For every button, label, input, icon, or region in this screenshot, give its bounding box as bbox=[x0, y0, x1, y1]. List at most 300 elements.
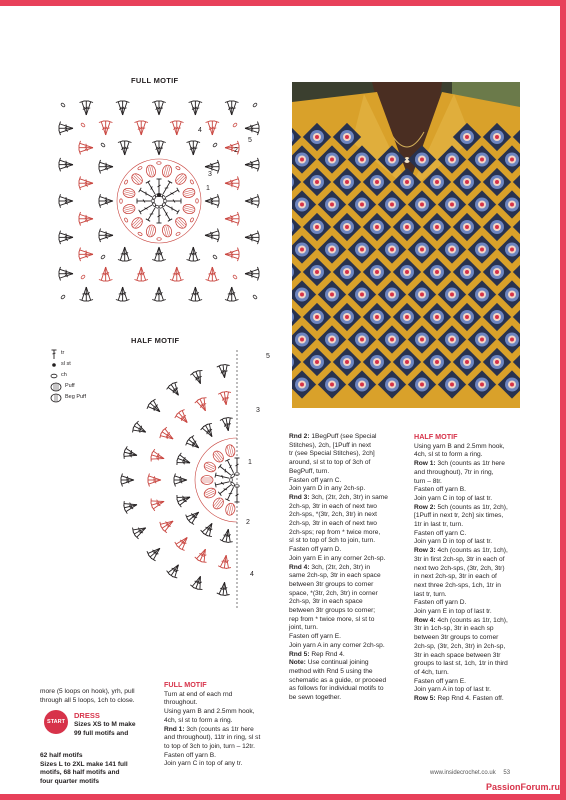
treble-stitch-slash bbox=[154, 407, 155, 411]
step-label: Rnd 4: bbox=[289, 563, 310, 571]
text-line: Fasten off yarn B. bbox=[414, 486, 466, 494]
motif-centre bbox=[390, 203, 394, 207]
step-text: 3ch, (2tr, 2ch, 3tr) in same bbox=[309, 493, 388, 501]
treble-stitch-slash bbox=[106, 163, 107, 166]
round-number: 5 bbox=[266, 353, 270, 360]
motif-centre bbox=[390, 338, 394, 342]
puff-stitch-line bbox=[217, 451, 223, 459]
motif-centre bbox=[480, 338, 484, 342]
step-label: Row 1: bbox=[414, 460, 436, 468]
motif-centre bbox=[510, 203, 514, 207]
chain-stitch bbox=[196, 199, 199, 203]
step-text: Use continual joining bbox=[305, 659, 369, 667]
motif-centre bbox=[510, 338, 514, 342]
treble-stitch-slash bbox=[157, 455, 158, 458]
treble-stitch-slash bbox=[119, 293, 122, 294]
text-line: tr (see Special Stitches), 2ch] bbox=[289, 450, 375, 458]
motif-centre bbox=[315, 180, 319, 184]
text-line: between 3tr groups to corner bbox=[289, 580, 374, 588]
motif-centre bbox=[420, 248, 424, 252]
motif-centre bbox=[300, 248, 304, 252]
step-text: 5ch (counts as 1tr, 2ch), bbox=[435, 503, 508, 511]
chain-stitch bbox=[190, 179, 194, 184]
text-line: joint, turn. bbox=[289, 624, 318, 632]
chain-stitch bbox=[157, 162, 161, 165]
text-line: turn – 8tr. bbox=[414, 477, 442, 485]
text-line: 2ch-sp, 3tr in each of next two bbox=[289, 502, 377, 510]
treble-stitch-top bbox=[167, 571, 170, 575]
treble-stitch-slash bbox=[175, 570, 178, 571]
text-line: and throughout), 7tr in ring, bbox=[414, 468, 494, 476]
treble-stitch-slash bbox=[228, 293, 231, 294]
slip-stitch bbox=[157, 193, 161, 197]
chain-stitch bbox=[157, 238, 161, 241]
treble-stitch-slash bbox=[213, 128, 216, 129]
treble-stitch-slash bbox=[66, 161, 67, 164]
text-line: Fasten off yarn B. bbox=[164, 751, 216, 759]
motif-centre bbox=[390, 158, 394, 162]
step-text: 3ch (counts as 1tr here bbox=[435, 460, 505, 468]
motif-centre bbox=[435, 180, 439, 184]
motif-centre bbox=[375, 180, 379, 184]
puff-stitch-line bbox=[205, 491, 214, 495]
motif-centre bbox=[375, 360, 379, 364]
chain-stitch bbox=[152, 195, 157, 200]
step-text: Rep Rnd 4. bbox=[309, 650, 345, 658]
motif-centre bbox=[435, 225, 439, 229]
text-line: 2ch-sps; rep from * twice more, bbox=[289, 528, 381, 536]
motif-centre bbox=[510, 383, 514, 387]
treble-stitch-top bbox=[160, 522, 161, 527]
text-line: space, *(3tr, 2ch, 3tr) in corner bbox=[289, 589, 378, 597]
motif-centre bbox=[465, 270, 469, 274]
text-line: as follows for individual motifs to bbox=[289, 685, 384, 693]
text-line: motifs, 68 half motifs and bbox=[40, 769, 120, 777]
motif-centre bbox=[510, 248, 514, 252]
text-line: Using yarn B and 2.5mm hook, bbox=[414, 442, 505, 450]
motif-centre bbox=[300, 203, 304, 207]
motif-centre bbox=[390, 293, 394, 297]
motif-centre bbox=[465, 315, 469, 319]
chain-stitch bbox=[124, 180, 128, 185]
text-line: Join yarn A in top of last tr. bbox=[414, 686, 491, 694]
motif-centre bbox=[420, 293, 424, 297]
chain-stitch bbox=[81, 123, 86, 128]
treble-stitch-slash bbox=[192, 444, 193, 448]
step-label: Row 4: bbox=[414, 616, 436, 624]
text-line: Join yarn E in any corner 2ch-sp. bbox=[289, 554, 386, 562]
text-line: in next 2ch-sp, 3tr in each of bbox=[414, 573, 497, 581]
text-line: be sewn together. bbox=[289, 694, 342, 702]
motif-centre bbox=[345, 270, 349, 274]
motif-centre bbox=[315, 135, 319, 139]
treble-stitch-slash bbox=[220, 588, 224, 589]
treble-stitch-slash bbox=[251, 201, 252, 204]
text-line: Turn at end of each rnd bbox=[164, 690, 233, 698]
treble-stitch-slash bbox=[121, 253, 124, 254]
motif-centre bbox=[420, 203, 424, 207]
text-line: Using yarn B and 2.5mm hook, bbox=[164, 708, 255, 716]
chain-stitch bbox=[101, 255, 106, 260]
step-label: Rnd 3: bbox=[289, 493, 310, 501]
treble-stitch-slash bbox=[173, 273, 176, 274]
text-line bbox=[289, 433, 409, 442]
motif-centre bbox=[345, 225, 349, 229]
motif-centre bbox=[405, 180, 409, 184]
chain-stitch bbox=[213, 255, 218, 260]
step-text: 3ch (counts as 1tr here bbox=[184, 725, 254, 733]
motif-centre bbox=[315, 225, 319, 229]
legend-label: ch bbox=[61, 372, 67, 378]
puff-stitch-line bbox=[229, 446, 231, 456]
full-motif-heading: FULL MOTIF bbox=[164, 680, 207, 689]
round-2-outline bbox=[117, 159, 201, 243]
treble-stitch-slash bbox=[86, 179, 87, 182]
motif-centre bbox=[360, 158, 364, 162]
legend-label: Puff bbox=[65, 383, 75, 389]
treble-stitch-slash bbox=[86, 215, 87, 218]
motif-centre bbox=[450, 248, 454, 252]
chain-stitch bbox=[233, 123, 238, 128]
treble-stitch-slash bbox=[66, 197, 67, 200]
motif-centre bbox=[510, 293, 514, 297]
motif-centre bbox=[300, 383, 304, 387]
motif-centre bbox=[480, 293, 484, 297]
puff-stitch-line bbox=[205, 489, 214, 493]
legend-row bbox=[50, 370, 86, 381]
text-line bbox=[414, 460, 534, 469]
treble-stitch-slash bbox=[106, 128, 109, 129]
dress-photo bbox=[292, 82, 520, 408]
half-motif-heading: HALF MOTIF bbox=[414, 432, 458, 441]
motif-centre bbox=[450, 203, 454, 207]
motif-centre bbox=[465, 135, 469, 139]
chain-stitch bbox=[213, 143, 218, 148]
page-border-right bbox=[560, 0, 566, 800]
motif-centre bbox=[330, 203, 334, 207]
motif-centre bbox=[510, 158, 514, 162]
text-line: Fasten off yarn D. bbox=[289, 546, 342, 554]
text-line: 3tr in first 2ch-sp, 3tr in each of bbox=[414, 555, 505, 563]
motif-centre bbox=[345, 315, 349, 319]
text-line: groups to last st, 1ch, 1tr in third bbox=[414, 660, 508, 668]
text-line: between 3tr groups to corner; bbox=[289, 607, 376, 615]
motif-centre bbox=[345, 360, 349, 364]
motif-centre bbox=[480, 383, 484, 387]
motif-centre bbox=[390, 383, 394, 387]
column-4-text bbox=[414, 433, 534, 704]
text-line: more (5 loops on hook), yrh, pull bbox=[40, 688, 135, 695]
page-border-bottom bbox=[0, 794, 566, 800]
motif-centre bbox=[495, 360, 499, 364]
puff-stitch-line bbox=[217, 501, 223, 509]
treble-stitch-slash bbox=[125, 148, 128, 149]
treble-stitch-slash bbox=[82, 293, 85, 294]
text-line: same 2ch-sp, 3tr in each space bbox=[289, 572, 381, 580]
treble-stitch-slash bbox=[66, 270, 67, 273]
text-line: sl st to top of 3ch to join, turn. bbox=[289, 537, 376, 545]
treble-stitch-slash bbox=[177, 128, 180, 129]
motif-centre bbox=[420, 383, 424, 387]
motif-centre bbox=[330, 338, 334, 342]
chain-stitch bbox=[124, 218, 128, 223]
text-line: rep from * twice more, sl st to bbox=[289, 615, 375, 623]
motif-centre bbox=[405, 225, 409, 229]
text-line bbox=[414, 547, 534, 556]
treble-stitch-slash bbox=[251, 238, 252, 241]
treble-stitch-top bbox=[226, 392, 231, 393]
treble-stitch-slash bbox=[211, 236, 212, 239]
legend-row bbox=[50, 392, 86, 403]
motif-centre bbox=[435, 270, 439, 274]
treble-stitch-slash bbox=[106, 231, 107, 234]
text-line: around, sl st to top of 3ch of bbox=[289, 459, 371, 467]
motif-centre bbox=[495, 135, 499, 139]
motif-centre bbox=[375, 315, 379, 319]
text-line bbox=[289, 651, 409, 660]
text-line: four quarter motifs bbox=[40, 778, 99, 786]
treble-stitch-slash bbox=[141, 426, 142, 430]
motif-centre bbox=[495, 180, 499, 184]
round-number: 1 bbox=[248, 459, 252, 466]
treble-stitch-slash bbox=[251, 129, 252, 132]
treble-stitch-slash bbox=[191, 293, 194, 294]
text-line bbox=[289, 564, 409, 573]
treble-stitch-top bbox=[152, 449, 155, 453]
round-number: 2 bbox=[234, 147, 238, 154]
step-label: Rnd 5: bbox=[289, 650, 310, 658]
step-label: Note: bbox=[289, 659, 306, 667]
treble-stitch-top bbox=[202, 398, 207, 399]
treble-stitch-slash bbox=[123, 108, 126, 109]
stitch-legend bbox=[50, 348, 86, 403]
treble-stitch-slash bbox=[201, 404, 202, 408]
chain-stitch bbox=[61, 295, 66, 300]
text-line: Join yarn A in any corner 2ch-sp. bbox=[289, 641, 385, 649]
chain-stitch bbox=[137, 166, 142, 170]
text-line: next two 2ch-sps, (3tr, 2ch, 3tr) bbox=[414, 564, 505, 572]
text-line: last tr, turn. bbox=[414, 590, 447, 598]
step-label: Rnd 2: bbox=[289, 433, 310, 440]
treble-stitch-slash bbox=[155, 253, 158, 254]
motif-centre bbox=[300, 158, 304, 162]
text-line: 2ch-sp, 3tr in each of next two bbox=[289, 520, 377, 528]
text-line: 3tr in each space between 3tr bbox=[414, 651, 501, 659]
treble-stitch-slash bbox=[196, 582, 200, 583]
treble-stitch-slash bbox=[196, 108, 199, 109]
round-number: 4 bbox=[198, 127, 202, 134]
text-line: Fasten off yarn C. bbox=[289, 476, 342, 484]
treble-stitch-slash bbox=[251, 165, 252, 168]
text-line bbox=[414, 695, 534, 704]
round-number: 4 bbox=[250, 571, 254, 578]
column-3-text bbox=[289, 433, 409, 703]
treble-stitch-slash bbox=[86, 144, 87, 147]
sl-st-icon bbox=[50, 360, 58, 370]
treble-stitch-top bbox=[207, 423, 212, 424]
text-line: Join yarn D in top of last tr. bbox=[414, 538, 493, 546]
round-number: 1 bbox=[206, 185, 210, 192]
chain-stitch bbox=[230, 478, 233, 482]
treble-stitch-slash bbox=[231, 255, 232, 258]
text-line: 2ch-sp, 3tr in each space bbox=[289, 598, 363, 606]
column-2-text bbox=[164, 681, 282, 769]
text-line: Fasten off yarn E. bbox=[289, 633, 341, 641]
chain-stitch bbox=[253, 295, 258, 300]
text-line bbox=[164, 726, 282, 735]
treble-stitch-top bbox=[175, 542, 178, 546]
motif-centre bbox=[330, 293, 334, 297]
treble-stitch-slash bbox=[180, 476, 181, 479]
text-line: Fasten off yarn E. bbox=[414, 677, 466, 685]
treble-stitch-slash bbox=[207, 431, 208, 435]
text-line: throughout. bbox=[164, 699, 198, 707]
step-label: Rnd 1: bbox=[164, 725, 185, 733]
text-line bbox=[289, 659, 409, 668]
chain-stitch bbox=[81, 275, 86, 280]
treble-stitch-slash bbox=[208, 273, 211, 274]
page-footer bbox=[430, 770, 510, 776]
text-line: 2ch-sps, *(3tr, 2ch, 3tr) in next bbox=[289, 511, 377, 519]
treble-stitch-slash bbox=[159, 108, 162, 109]
half-motif-diagram bbox=[60, 340, 280, 630]
treble-stitch-slash bbox=[127, 476, 128, 479]
watermark: PassionForum.ru bbox=[486, 782, 561, 792]
treble-stitch-slash bbox=[232, 108, 235, 109]
motif-centre bbox=[375, 225, 379, 229]
treble-stitch-slash bbox=[106, 197, 107, 200]
treble-stitch-top bbox=[190, 435, 194, 438]
chain-stitch bbox=[190, 217, 194, 222]
motif-centre bbox=[315, 360, 319, 364]
text-line: and throughout), 11tr in ring, sl st bbox=[164, 734, 261, 742]
tr-icon bbox=[50, 349, 58, 359]
text-line: 99 full motifs and bbox=[74, 729, 129, 737]
motif-centre bbox=[435, 315, 439, 319]
step-label: Row 3: bbox=[414, 547, 436, 555]
treble-stitch-slash bbox=[140, 532, 144, 533]
chain-stitch bbox=[120, 199, 123, 203]
chain-stitch bbox=[253, 103, 258, 108]
text-line: 4ch, sl st to form a ring. bbox=[164, 716, 233, 724]
motif-centre bbox=[405, 270, 409, 274]
text-line bbox=[414, 504, 534, 513]
start-badge: START bbox=[44, 710, 68, 734]
text-line: 4ch, sl st to form a ring. bbox=[414, 451, 483, 459]
round-number: 5 bbox=[248, 137, 252, 144]
motif-centre bbox=[360, 203, 364, 207]
puff-stitch-line bbox=[215, 453, 221, 461]
motif-centre bbox=[450, 383, 454, 387]
motif-centre bbox=[405, 315, 409, 319]
treble-stitch-slash bbox=[199, 554, 203, 555]
text-line: next three 2ch-sps, 1ch, 1tr in bbox=[414, 581, 501, 589]
motif-centre bbox=[360, 383, 364, 387]
text-line: 3tr in 1ch-sp, 3tr in each sp bbox=[414, 625, 494, 633]
dress-photo-illustration bbox=[292, 82, 520, 408]
step-text: Rep Rnd 4. Fasten off. bbox=[435, 695, 504, 703]
chain-stitch bbox=[233, 275, 238, 280]
chain-stitch bbox=[162, 195, 167, 200]
treble-stitch-slash bbox=[182, 416, 183, 419]
motif-centre bbox=[300, 293, 304, 297]
full-motif-diagram bbox=[48, 90, 270, 312]
motif-centre bbox=[375, 270, 379, 274]
treble-stitch-slash bbox=[154, 476, 155, 479]
puff-stitch-line bbox=[205, 465, 214, 469]
text-line: Join yarn C in top of any tr. bbox=[164, 760, 243, 768]
treble-stitch-slash bbox=[137, 273, 140, 274]
treble-stitch-slash bbox=[168, 432, 169, 435]
text-line: Fasten off yarn C. bbox=[414, 529, 467, 537]
legend-label: tr bbox=[61, 350, 65, 356]
legend-label: sl st bbox=[61, 361, 71, 367]
column-1-text bbox=[40, 688, 158, 705]
text-line: Stitches), 2ch, [1Puff in next bbox=[289, 441, 371, 449]
step-text: 3ch, (2tr, 2ch, 3tr) in bbox=[309, 563, 370, 571]
motif-centre bbox=[315, 270, 319, 274]
treble-stitch-top bbox=[215, 473, 216, 478]
treble-stitch-slash bbox=[192, 516, 195, 517]
half-motif-title: HALF MOTIF bbox=[131, 336, 180, 345]
step-text: 4ch (counts as 1tr, 1ch), bbox=[435, 547, 508, 555]
legend-row bbox=[50, 381, 86, 392]
treble-stitch-slash bbox=[102, 273, 105, 274]
motif-centre bbox=[465, 180, 469, 184]
motif-centre bbox=[495, 225, 499, 229]
text-line bbox=[414, 617, 534, 626]
step-label: Row 2: bbox=[414, 503, 436, 511]
treble-stitch-slash bbox=[251, 274, 252, 277]
motif-centre bbox=[495, 315, 499, 319]
treble-stitch-slash bbox=[166, 436, 167, 439]
text-line: BegPuff, turn. bbox=[289, 467, 330, 475]
text-line: Join yarn E in top of last tr. bbox=[414, 608, 492, 616]
motif-centre bbox=[360, 248, 364, 252]
puff-stitch-line bbox=[206, 493, 215, 497]
treble-stitch-top bbox=[228, 418, 233, 419]
dress-sizes-text bbox=[74, 721, 154, 738]
treble-stitch-slash bbox=[201, 555, 205, 556]
treble-stitch-slash bbox=[159, 148, 162, 149]
treble-stitch-top bbox=[125, 446, 128, 450]
legend-row bbox=[50, 348, 86, 359]
motif-centre bbox=[330, 158, 334, 162]
motif-centre bbox=[300, 338, 304, 342]
puff-icon bbox=[50, 382, 62, 392]
motif-centre bbox=[345, 180, 349, 184]
treble-stitch-top bbox=[225, 365, 230, 366]
treble-stitch-slash bbox=[189, 253, 192, 254]
motif-centre bbox=[390, 248, 394, 252]
chain-stitch bbox=[101, 143, 106, 148]
chain-stitch bbox=[61, 103, 66, 108]
text-line: Fasten off yarn D. bbox=[414, 599, 467, 607]
legend-row bbox=[50, 359, 86, 370]
treble-stitch-slash bbox=[66, 233, 67, 236]
motif-centre bbox=[405, 360, 409, 364]
treble-stitch-slash bbox=[231, 219, 232, 222]
text-line: between 3tr groups to corner bbox=[414, 634, 499, 642]
page-number: 53 bbox=[503, 770, 511, 776]
text-line: method with Rnd 5 using the bbox=[289, 667, 373, 675]
motif-centre bbox=[420, 158, 424, 162]
motif-centre bbox=[480, 248, 484, 252]
treble-stitch-slash bbox=[194, 148, 197, 149]
treble-stitch-slash bbox=[229, 493, 233, 494]
text-line: to top of 3ch to join, turn – 12tr. bbox=[164, 742, 255, 750]
treble-stitch-slash bbox=[211, 201, 212, 204]
